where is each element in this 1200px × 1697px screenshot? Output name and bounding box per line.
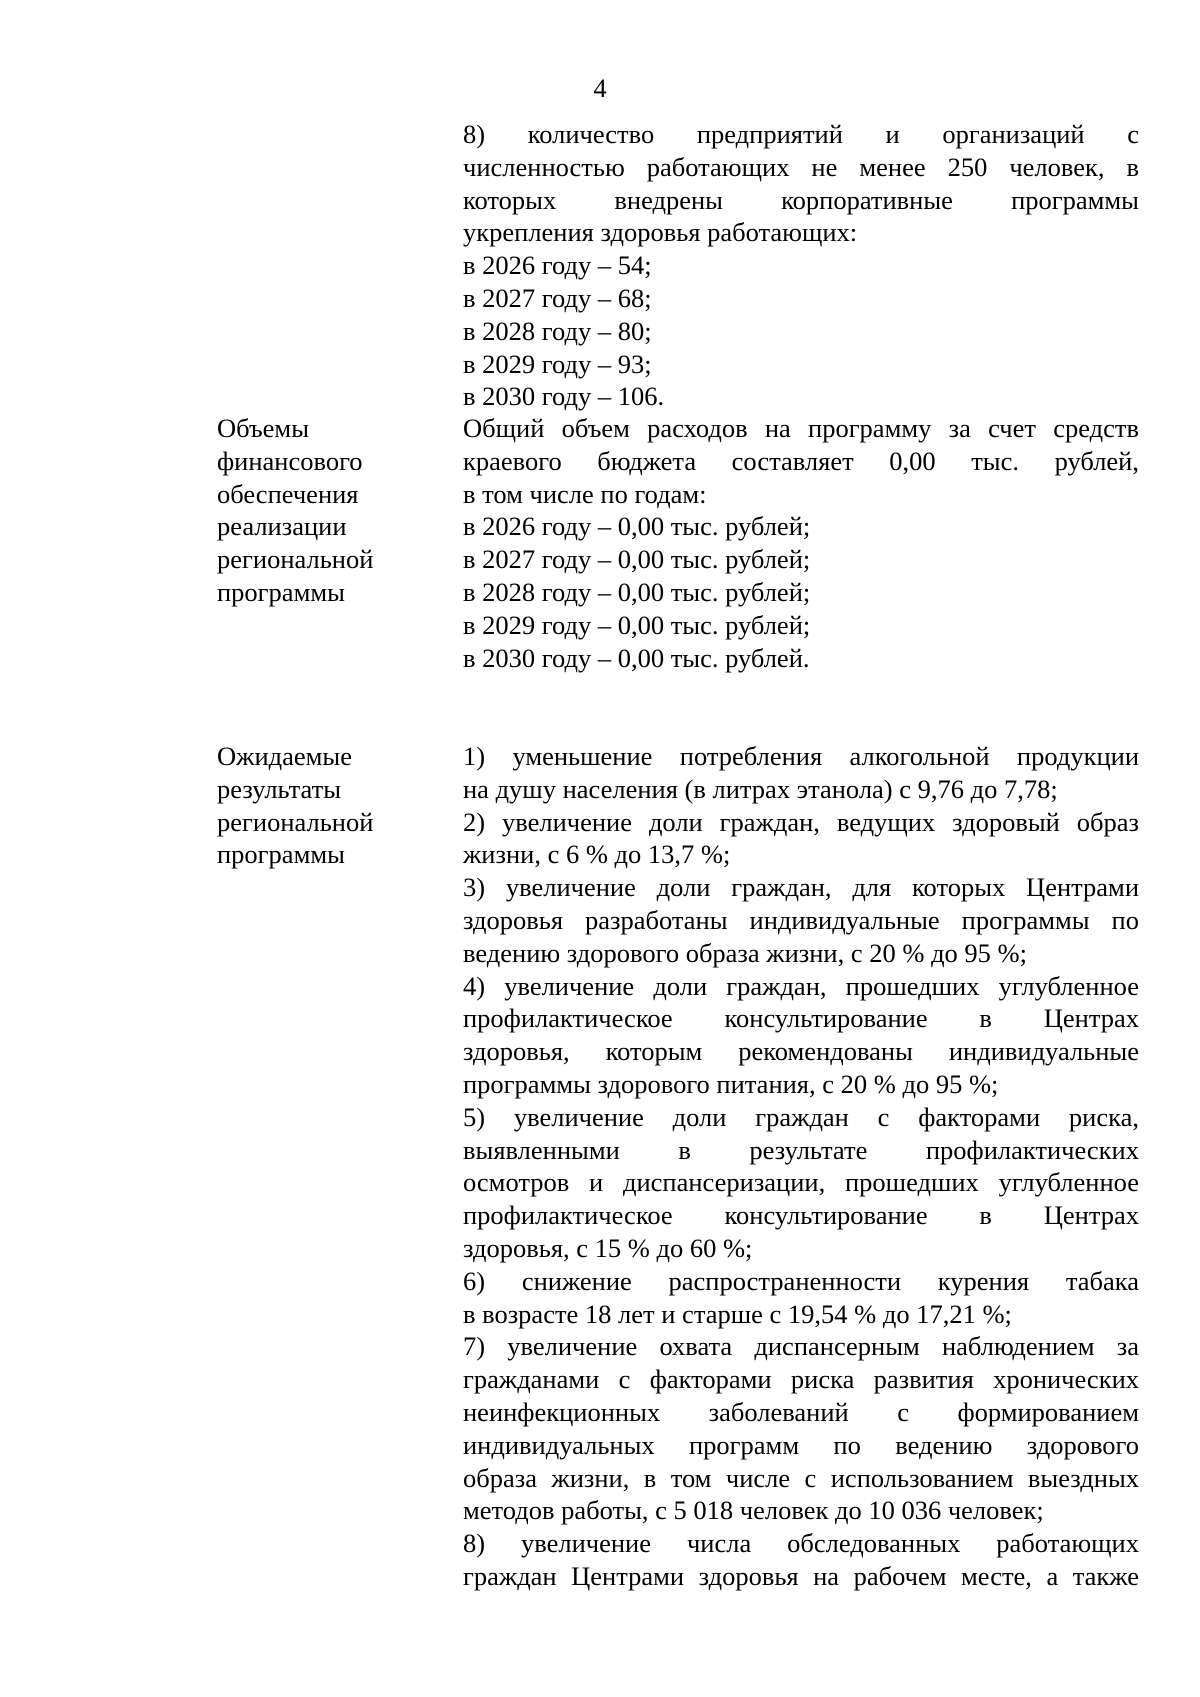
text-line: краевого бюджета составляет 0,00 тыс. рублей, xyxy=(463,445,1139,476)
text-line: здоровья разработаны индивидуальные программы по xyxy=(463,904,1139,935)
financing-label xyxy=(217,412,417,609)
text-line: Общий объем расходов на программу за счет средств xyxy=(463,413,1139,443)
page-number: 4 xyxy=(593,73,607,103)
text-line: 8) увеличение числа обследованных работающих xyxy=(463,1528,1139,1559)
text-line: 7) увеличение охвата диспансерным наблюдением за xyxy=(463,1331,1139,1362)
text-line: в 2029 году – 93; xyxy=(463,348,652,379)
text-line: в 2026 году – 0,00 тыс. рублей; xyxy=(463,511,811,542)
text-line: гражданами с факторами риска развития хронических xyxy=(463,1364,1139,1395)
text-line: программы здорового питания, с 20 % до 95 %; xyxy=(463,1068,999,1099)
text-line: профилактическое консультирование в Центрах xyxy=(463,1200,1139,1231)
financing-content xyxy=(463,412,1139,674)
label-line: реализации xyxy=(217,511,347,542)
text-line: образа жизни, в том числе с использованием выездных xyxy=(463,1462,1139,1493)
text-line: 1) уменьшение потребления алкогольной продукции xyxy=(463,741,1139,771)
text-line: в 2027 году – 68; xyxy=(463,282,652,313)
continuation-content xyxy=(463,118,1139,413)
text-line: в 2030 году – 0,00 тыс. рублей. xyxy=(463,642,810,673)
text-line: осмотров и диспансеризации, прошедших углубленное xyxy=(463,1167,1139,1198)
text-line: неинфекционных заболеваний с формированием xyxy=(463,1396,1139,1427)
label-line: региональной xyxy=(217,806,374,837)
text-line: в 2029 году – 0,00 тыс. рублей; xyxy=(463,609,811,640)
text-line: 4) увеличение доли граждан, прошедших углубленное xyxy=(463,970,1139,1001)
text-line: выявленными в результате профилактических xyxy=(463,1134,1139,1165)
text-line: здоровья, которым рекомендованы индивидуальные xyxy=(463,1036,1139,1067)
label-line: программы xyxy=(217,839,345,870)
label-line: финансового xyxy=(217,445,363,476)
text-line: которых внедрены корпоративные программы xyxy=(463,184,1139,215)
text-line: в 2028 году – 0,00 тыс. рублей; xyxy=(463,576,811,607)
results-label xyxy=(217,740,417,871)
text-line: граждан Центрами здоровья на рабочем месте, а также xyxy=(463,1560,1139,1591)
text-line: 5) увеличение доли граждан с факторами риска, xyxy=(463,1101,1139,1132)
label-line: региональной xyxy=(217,544,374,575)
text-line: методов работы, с 5 018 человек до 10 036 человек; xyxy=(463,1495,1044,1526)
text-line: ведению здорового образа жизни, с 20 % до 95 %; xyxy=(463,937,1027,968)
text-line: на душу населения (в литрах этанола) с 9,76 до 7,78; xyxy=(463,773,1058,804)
text-line: в 2028 году – 80; xyxy=(463,315,652,346)
label-line: обеспечения xyxy=(217,478,359,509)
text-line: укрепления здоровья работающих: xyxy=(463,217,858,248)
text-line: в 2026 году – 54; xyxy=(463,250,652,281)
text-line: 2) увеличение доли граждан, ведущих здоровый образ xyxy=(463,806,1139,837)
text-line: в 2030 году – 106. xyxy=(463,381,665,412)
text-line: индивидуальных программ по ведению здорового xyxy=(463,1429,1139,1460)
text-line: жизни, с 6 % до 13,7 %; xyxy=(463,839,731,870)
text-line: в возрасте 18 лет и старше с 19,54 % до 17,21 %; xyxy=(463,1298,1012,1329)
text-line: в 2027 году – 0,00 тыс. рублей; xyxy=(463,544,811,575)
text-line: 3) увеличение доли граждан, для которых Центрами xyxy=(463,872,1139,903)
results-content xyxy=(463,740,1139,1593)
text-line: здоровья, с 15 % до 60 %; xyxy=(463,1232,753,1263)
label-line: Ожидаемые xyxy=(217,741,352,771)
text-line: численностью работающих не менее 250 человек, в xyxy=(463,151,1139,182)
text-line: профилактическое консультирование в Центрах xyxy=(463,1003,1139,1034)
label-line: Объемы xyxy=(217,413,309,443)
text-line: в том числе по годам: xyxy=(463,478,707,509)
label-line: результаты xyxy=(217,773,341,804)
text-line: 6) снижение распространенности курения табака xyxy=(463,1265,1139,1296)
text-line: 8) количество предприятий и организаций с xyxy=(463,119,1139,149)
label-line: программы xyxy=(217,576,345,607)
